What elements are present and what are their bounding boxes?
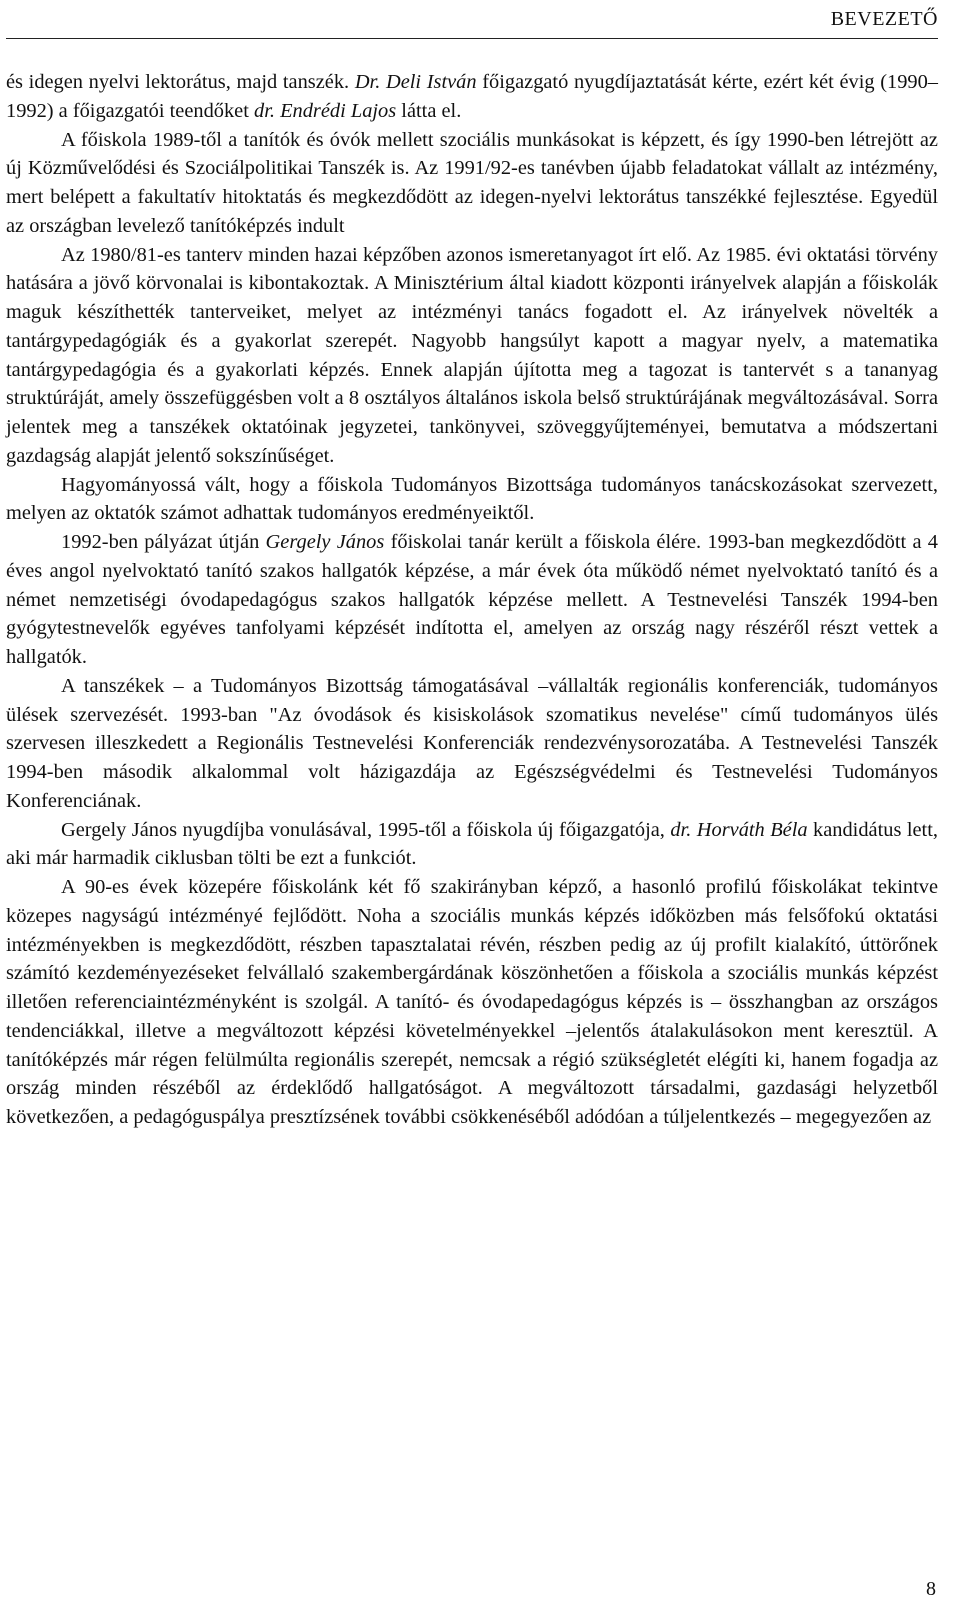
text-run: 1992-ben pályázat útján (61, 531, 266, 553)
running-header (6, 6, 938, 39)
paragraph (6, 471, 938, 529)
paragraph (6, 672, 938, 816)
text-run: Az 1980/81-es tanterv minden hazai képzőben azonos ismeretanyagot írt elő. Az 1985. évi oktatási törvény hatására a jövő körvonalai is kibontakoztak. A Minisztérium által kiadott központi irányelvek alapján a főiskolák maguk készíthették tanterveiket, melyet az intézményi tanács fogadott el. Az irányelvek növelték a tantárgypedagógiák és a gyakorlat szerepét. Nagyobb hangsúlyt kapott a magyar nyelv, a matematika tantárgypedagógia és a gyakorlati képzés. Ennek alapján újította meg a tagozat is tantervét s a tananyag struktúráját, amely összefüggésben volt a 8 osztályos általános iskola belső struktúrájának megváltozásával. Sorra jelentek meg a tanszékek oktatóinak jegyzetei, tankönyvei, szöveggyűjteményei, bemutatva a módszertani gazdagság alapját jelentő sokszínűséget. (6, 243, 938, 467)
italic-name-text: Dr. Deli István (354, 71, 477, 93)
paragraph (6, 873, 938, 1132)
paragraph (6, 126, 938, 241)
paragraph (6, 816, 938, 874)
text-run: és idegen nyelvi lektorátus, majd tanszék. (6, 71, 355, 93)
text-run: főigazgató nyugdíjaztatását kérte, ezért két évig (1990–1992) a főigazgatói teendőket (6, 71, 939, 122)
text-run: Hagyományossá vált, hogy a főiskola Tudományos Bizottsága tudományos tanácskozásokat szervezett, melyen az oktatók számot adhattak tudományos eredményeiktől. (6, 473, 938, 525)
text-run: kandidátus lett, aki már harmadik ciklusban tölti be ezt a funkciót. (6, 818, 938, 870)
text-run: látta el. (396, 99, 462, 122)
paragraph (6, 68, 938, 126)
text-run: A főiskola 1989-től a tanítók és óvók mellett szociális munkásokat is képzett, és így 1990-ben létrejött az új Közművelődési és Szociálpolitikai Tanszék is. Az 1991/92-es tanévben újabb feladatokat vállalt az intézmény, mert belépett a fakultatív hitoktatás és megkezdődött az idegen-nyelvi lektorátus tanszékké fejlesztése. Egyedül az országban levelező tanítóképzés indult (6, 128, 938, 237)
body-text (6, 68, 938, 1132)
paragraph (6, 528, 938, 672)
paragraph (6, 241, 938, 471)
text-run: A tanszékek – a Tudományos Bizottság támogatásával –vállalták regionális konferenciák, tudományos ülések szervezését. 1993-ban "Az óvodások és kisiskolások szomatikus nevelése" című tudományos ülés szervesen illeszkedett a Regionális Testnevelési Konferenciák rendezvénysorozatába. A Testnevelési Tanszék 1994-ben második alkalommal volt házigazdája az Egészségvédelmi és Testnevelési Tudományos Konferenciának. (6, 674, 938, 812)
italic-name-text: Gergely János (265, 531, 385, 553)
text-run: A 90-es évek közepére főiskolánk két fő szakirányban képző, a hasonló profilú főiskolákat tekintve közepes nagyságú intézményé fejlődött. Noha a szociális munkás képzés időközben más felsőfokú oktatási intézményekben is megkezdődött, részben tapasztalatai révén, részben pedig az új profilt kialakító, úttörőnek számító kezdeményezéseket felvállaló szakembergárdának köszönhetően a főiskola a szociális munkás képzést illetően referenciaintézményként is szolgál. A tanító- és óvodapedagógus képzés is – összhangban az országos tendenciákkal, illetve a megváltozott képzési követelményekkel –jelentős átalakulásokon ment keresztül. A tanítóképzés már régen felülmúlta regionális szerepét, nemcsak a régió szükségletét elégíti ki, hanem fogadja az ország minden részéből az érdeklődő hallgatóságot. A megváltozott társadalmi, gazdasági helyzetből következően, a pedagóguspálya presztízsének további csökkenéséből adódóan a túljelentkezés – megegyezően az (6, 876, 938, 1128)
italic-name-text: dr. Endrédi Lajos (254, 99, 397, 122)
italic-name-text: dr. Horváth Béla (670, 818, 808, 841)
chapter-title: BEVEZETŐ (830, 8, 938, 30)
page-number: 8 (926, 1578, 936, 1600)
text-run: Gergely János nyugdíjba vonulásával, 1995-től a főiskola új főigazgatója, (61, 818, 671, 841)
text-run: főiskolai tanár került a főiskola élére. 1993-ban megkezdődött a 4 éves angol nyelvoktató tanító szakos hallgatók képzése, a már évek óta működő német nyelvoktató tanító és a német nemzetiségi óvodapedagógus szakos hallgatók képzése mellett. A Testnevelési Tanszék 1994-ben gyógytestnevelők egyéves tanfolyami képzését indította el, amelyen az ország nagy részéről részt vettek a hallgatók. (6, 531, 938, 668)
